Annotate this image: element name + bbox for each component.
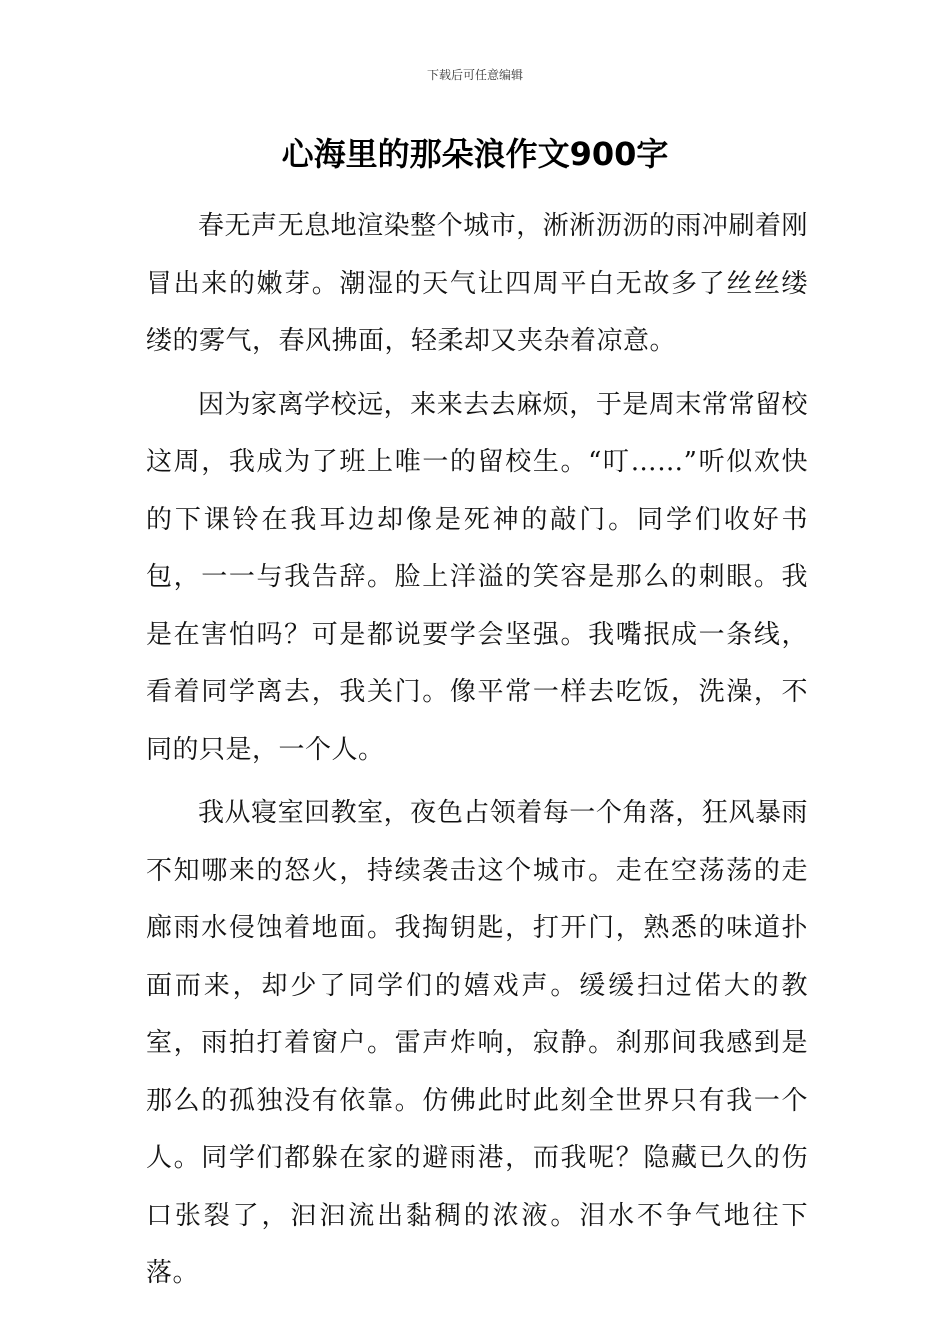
document-body — [146, 198, 808, 1309]
document-title: 心海里的那朵浪作文900字 — [281, 135, 669, 173]
paragraph: 春无声无息地渲染整个城市，淅淅沥沥的雨冲刷着刚冒出来的嫩芽。潮湿的天气让四周平白无故多了丝丝缕缕的雾气，春风拂面，轻柔却又夹杂着凉意。 — [146, 211, 808, 356]
header-note: 下载后可任意编辑 — [426, 68, 523, 82]
paragraph: 因为家离学校远，来来去去麻烦，于是周末常常留校这周，我成为了班上唯一的留校生。“叮……”听似欢快的下课铃在我耳边却像是死神的敲门。同学们收好书包，一一与我告辞。脸上洋溢的笑容是那么的刺眼。我是在害怕吗？可是都说要学会坚强。我嘴抿成一条线，看着同学离去，我关门。像平常一样去吃饭，洗澡，不同的只是，一个人。 — [146, 389, 808, 765]
paragraph: 我从寝室回教室，夜色占领着每一个角落，狂风暴雨不知哪来的怒火，持续袭击这个城市。走在空荡荡的走廊雨水侵蚀着地面。我掏钥匙，打开门，熟悉的味道扑面而来，却少了同学们的嬉戏声。缓缓扫过偌大的教室，雨拍打着窗户。雷声炸响，寂静。刹那间我感到是那么的孤独没有依靠。仿佛此时此刻全世界只有我一个人。同学们都躲在家的避雨港，而我呢？隐藏已久的伤口张裂了，汩汩流出黏稠的浓液。泪水不争气地往下落。 — [146, 798, 808, 1288]
